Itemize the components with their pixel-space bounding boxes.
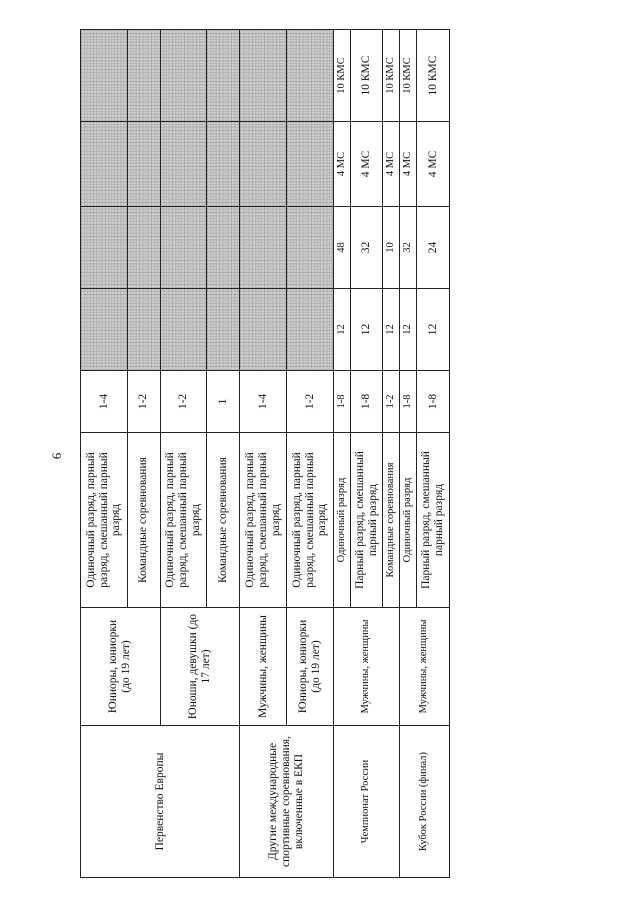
group-cell: Мужчины, женщины: [240, 608, 287, 726]
value-cell: [207, 207, 240, 289]
value-cell: [81, 122, 128, 207]
value-cell: [207, 289, 240, 371]
value-cell: [160, 30, 207, 122]
event-cell: Другие международные спортивные соревнования, включенные в ЕКП: [240, 726, 334, 878]
value-cell: [160, 289, 207, 371]
places-cell: 1-2: [160, 371, 207, 433]
table-row: [400, 30, 417, 878]
value-cell: [287, 289, 334, 371]
discipline-cell: Командные соревнования: [383, 433, 400, 608]
places-cell: 1-2: [127, 371, 160, 433]
value-cell: 10 КМС: [333, 30, 350, 122]
value-cell: 10 КМС: [400, 30, 417, 122]
discipline-cell: Парный разряд, смешанный парный разряд: [417, 433, 450, 608]
value-cell: 4 МС: [417, 122, 450, 207]
group-cell: Юноши, девушки (до 17 лет): [160, 608, 240, 726]
places-cell: 1: [207, 371, 240, 433]
places-cell: 1-8: [350, 371, 383, 433]
value-cell: 12: [400, 289, 417, 371]
event-cell: Первенство Европы: [81, 726, 240, 878]
value-cell: 24: [417, 207, 450, 289]
value-cell: 32: [350, 207, 383, 289]
value-cell: 12: [350, 289, 383, 371]
table-row: [333, 30, 350, 878]
value-cell: 48: [333, 207, 350, 289]
group-cell: Юниоры, юниорки (до 19 лет): [81, 608, 161, 726]
event-cell: Чемпионат России: [333, 726, 399, 878]
page-number: 6: [49, 452, 64, 460]
value-cell: [160, 122, 207, 207]
places-cell: 1-4: [240, 371, 287, 433]
value-cell: 10 КМС: [350, 30, 383, 122]
value-cell: [81, 207, 128, 289]
value-cell: 12: [417, 289, 450, 371]
discipline-cell: Командные соревнования: [127, 433, 160, 608]
rotated-table-frame: [80, 30, 450, 878]
places-cell: 1-8: [333, 371, 350, 433]
value-cell: [127, 207, 160, 289]
places-cell: 1-4: [81, 371, 128, 433]
table-row: [240, 30, 287, 878]
value-cell: 12: [383, 289, 400, 371]
discipline-cell: Парный разряд, смешанный парный разряд: [350, 433, 383, 608]
value-cell: [240, 207, 287, 289]
value-cell: [240, 122, 287, 207]
discipline-cell: Командные соревнования: [207, 433, 240, 608]
value-cell: [127, 289, 160, 371]
value-cell: [240, 289, 287, 371]
discipline-cell: Одиночный разряд, парный разряд, смешанный парный разряд: [81, 433, 128, 608]
value-cell: 32: [400, 207, 417, 289]
value-cell: [127, 30, 160, 122]
group-cell: Мужчины, женщины: [400, 608, 450, 726]
places-cell: 1-2: [287, 371, 334, 433]
norms-table: [80, 29, 450, 878]
places-cell: 1-8: [400, 371, 417, 433]
value-cell: 4 МС: [400, 122, 417, 207]
value-cell: [127, 122, 160, 207]
value-cell: [287, 207, 334, 289]
group-cell: Мужчины, женщины: [333, 608, 399, 726]
value-cell: [287, 30, 334, 122]
group-cell: Юниоры, юниорки (до 19 лет): [287, 608, 334, 726]
value-cell: [207, 30, 240, 122]
value-cell: 4 МС: [383, 122, 400, 207]
value-cell: [81, 289, 128, 371]
value-cell: 10: [383, 207, 400, 289]
discipline-cell: Одиночный разряд, парный разряд, смешанный парный разряд: [287, 433, 334, 608]
value-cell: [207, 122, 240, 207]
event-cell: Кубок России (финал): [400, 726, 450, 878]
discipline-cell: Одиночный разряд, парный разряд, смешанный парный разряд: [240, 433, 287, 608]
places-cell: 1-8: [417, 371, 450, 433]
value-cell: [160, 207, 207, 289]
discipline-cell: Одиночный разряд: [400, 433, 417, 608]
value-cell: [240, 30, 287, 122]
table-row: [81, 30, 128, 878]
value-cell: 10 КМС: [417, 30, 450, 122]
discipline-cell: Одиночный разряд, парный разряд, смешанный парный разряд: [160, 433, 207, 608]
value-cell: 10 КМС: [383, 30, 400, 122]
value-cell: 4 МС: [333, 122, 350, 207]
discipline-cell: Одиночный разряд: [333, 433, 350, 608]
value-cell: 4 МС: [350, 122, 383, 207]
places-cell: 1-2: [383, 371, 400, 433]
value-cell: 12: [333, 289, 350, 371]
table-container: [80, 30, 450, 878]
value-cell: [81, 30, 128, 122]
value-cell: [287, 122, 334, 207]
